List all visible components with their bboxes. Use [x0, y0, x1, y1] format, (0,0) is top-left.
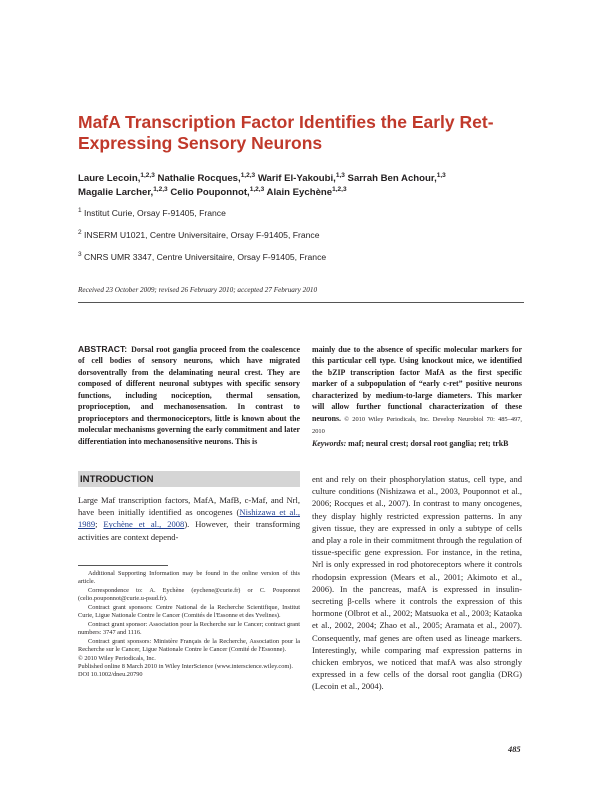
- keywords-label: Keywords:: [312, 438, 347, 448]
- author: Magalie Larcher,$^{1,2,3}$: [78, 185, 168, 198]
- footnote: DOI 10.1002/dneu.20790: [78, 671, 143, 679]
- footnote: Additional Supporting Information may be found in the online version of this article.: [78, 570, 300, 586]
- article-title: MafA Transcription Factor Identifies the Early Ret-Expressing Sensory Neurons: [78, 112, 494, 153]
- abstract-left: ABSTRACT: Dorsal root ganglia proceed from the coalescence of cell bodies of sensory neurons, which have migrated dorsoventrally from the delaminating neural crest. They are composed of different neuronal subtypes with specific sensory functions, including nociception, thermal sensation, proprioception, and mechanosensation. In contrast to proprioceptors and thermonociceptors, little is known about the molecular mechanisms governing the early commitment and later differentiation into mechanosensitive neurons. This is: [78, 344, 300, 446]
- footnotes: [78, 570, 300, 680]
- citation-link[interactable]: Nishizawa et al., 1989: [78, 507, 300, 530]
- affiliation: $^2$ INSERM U1021, Centre Universitaire, Orsay F-91405, France: [78, 229, 320, 240]
- abstract-right: mainly due to the absence of specific molecular markers for this particular cell type. Using knockout mice, we identified the bZIP transcription factor MafA as the first specific marker of a subpopulation of “early c-ret” positive neurons characterized by medium-to-large diameters. This marker will allow further functional characterization of these neurons. © 2010 Wiley Periodicals, Inc. Develop Neurobiol 70: 485–497, 2010 Keywords: maf; neural crest; dorsal root ganglia; ret; trkB: [312, 345, 522, 448]
- body-text-left: Large Maf transcription factors, MafA, MafB, c-Maf, and Nrl, have been initially identified as oncogenes (Nishizawa et al., 1989; Eychène et al., 2008). However, their transforming activities are context depend-: [78, 495, 300, 542]
- abstract-heading: ABSTRACT:: [78, 344, 128, 354]
- body-text-right: ent and rely on their phosphorylation status, cell type, and culture conditions (Nishizawa et al., 2003, Pouponnot et al., 2006; Rocques et al., 2007). In contrast to many oncogenes, they display highly restricted expression patterns. In any given tissue, they are expressed in only a subtype of cells and play a role in their commitment through the regulation of tissue-specific gene expression. For instance, in the retina, Nrl is only expressed in rod photoreceptors where it controls rhodopsin expression (Mears et al., 2001; Akimoto et al., 2006). In the pancreas, mafA is expressed in insulin-secreting β-cells where it controls the expression of this hormone (Olbrot et al., 2002; Matsuoka et al., 2003; Kataoka et al., 2002, 2004; Zhao et al., 2005; Aramata et al., 2007). Consequently, maf genes are often used as lineage markers. Interestingly, while comparing maf expression patterns in chicken embryos, we noticed that mafA was also strongly expressed in a few cells of the dorsal root ganglia (DRG) (Lecoin et al., 2004).: [312, 474, 522, 692]
- section-heading: INTRODUCTION: [80, 474, 154, 485]
- footnote: © 2010 Wiley Periodicals, Inc.: [78, 654, 156, 662]
- author: Warif El-Yakoubi,$^{1,3}$: [255, 171, 345, 184]
- author: Sarrah Ben Achour,$^{1,3}$: [344, 171, 446, 184]
- author: Celio Pouponnot,$^{1,2,3}$: [167, 185, 265, 198]
- copyright-line: © 2010 Wiley Periodicals, Inc. Develop Neurobiol 70: 485–497, 2010: [312, 415, 522, 436]
- footnote: Published online 8 March 2010 in Wiley InterScience (www.interscience.wiley.com).: [78, 662, 293, 670]
- author: Nathalie Rocques,$^{1,2,3}$: [154, 171, 256, 184]
- page-number: 485: [508, 745, 521, 754]
- author: Laure Lecoin,$^{1,2,3}$: [78, 171, 155, 184]
- affiliation: $^3$ CNRS UMR 3347, Centre Universitaire, Orsay F-91405, France: [78, 251, 327, 262]
- footnote: Contract grant sponsors: Centre National de la Recherche Scientifique, Institut Curie, Ligue Nationale Contre le Cancer (Comités de l'Essonne et des Yvelines).: [78, 603, 300, 620]
- citation-link[interactable]: Eychène et al., 2008: [103, 519, 185, 530]
- footnote-divider: [78, 565, 168, 566]
- divider: [78, 302, 524, 303]
- received-dates: Received 23 October 2009; revised 26 February 2010; accepted 27 February 2010: [78, 286, 318, 294]
- footnote: Contract grant sponsor: Association pour la Recherche sur le Cancer; contract grant numbers: 3747 and 1116.: [78, 620, 300, 637]
- author-list: [78, 172, 538, 200]
- footnote: Contract grant sponsors: Ministère Français de la Recherche, Association pour la Recherche sur le Cancer, Ligue Nationale Contre le Cancer (Comité de l'Essonne).: [78, 637, 300, 654]
- footnote: Correspondence to: A. Eychène (eychene@curie.fr) or C. Pouponnot (celio.pouponnot@curie.u-psud.fr).: [78, 586, 300, 603]
- author: Alain Eychène$^{1,2,3}$: [264, 185, 347, 198]
- keywords: maf; neural crest; dorsal root ganglia; ret; trkB: [346, 438, 509, 448]
- affiliation: $^1$ Institut Curie, Orsay F-91405, France: [78, 207, 226, 218]
